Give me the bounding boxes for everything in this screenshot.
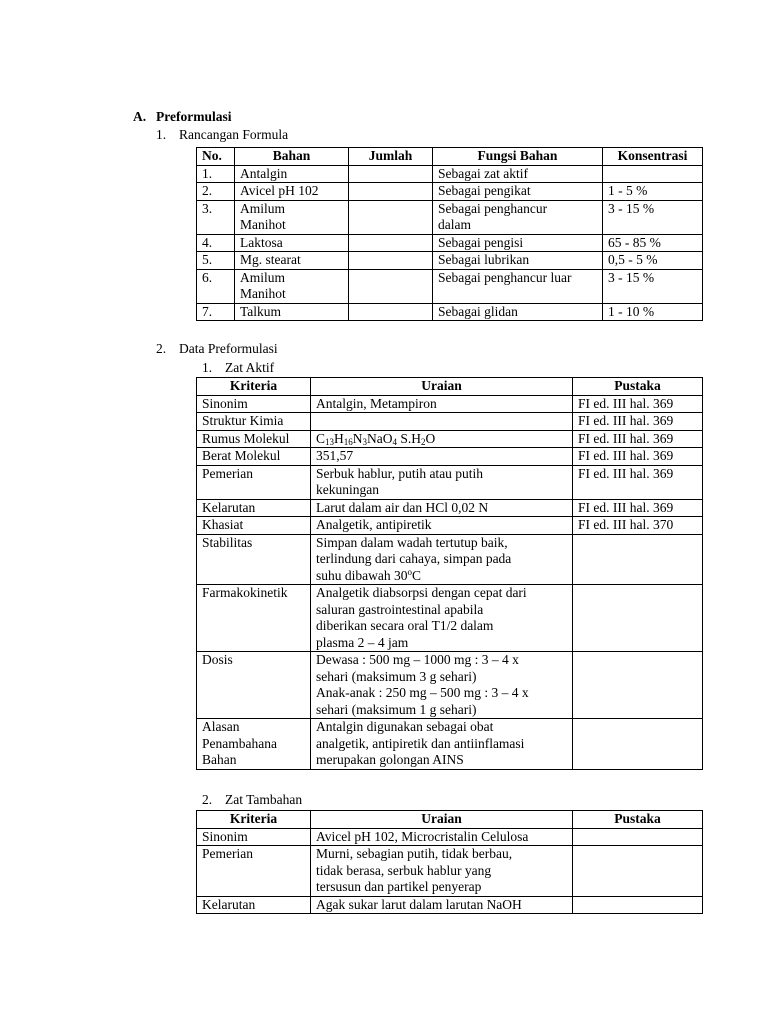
cell-konsentrasi: 3 - 15 %: [603, 269, 703, 303]
cell-fungsi: Sebagai zat aktif: [433, 165, 603, 183]
table-row: [197, 585, 703, 652]
cell-uraian: Avicel pH 102, Microcristalin Celulosa: [311, 828, 573, 846]
table-row: [197, 517, 703, 535]
item1-number: 1.: [156, 127, 167, 142]
cell-uraian: Analgetik, antipiretik: [311, 517, 573, 535]
cell-bahan: Amilum Manihot: [235, 200, 349, 234]
col-header-no: No.: [197, 148, 235, 166]
cell-uraian: Agak sukar larut dalam larutan NaOH: [311, 896, 573, 914]
cell-jumlah: [349, 165, 433, 183]
table-row: [197, 413, 703, 431]
cell-uraian: Murni, sebagian putih, tidak berbau, tidak berasa, serbuk hablur yang tersusun dan partikel penyerap: [311, 846, 573, 897]
cell-konsentrasi: 3 - 15 %: [603, 200, 703, 234]
cell-uraian: Antalgin digunakan sebagai obat analgetik, antipiretik dan antiinflamasi merupakan golongan AINS: [311, 719, 573, 770]
cell-fungsi: Sebagai penghancur dalam: [433, 200, 603, 234]
cell-uraian: [311, 413, 573, 431]
table-row: [197, 269, 703, 303]
cell-uraian: Serbuk hablur, putih atau putih kekuningan: [311, 465, 573, 499]
cell-pustaka: [573, 828, 703, 846]
cell-kriteria: Berat Molekul: [197, 448, 311, 466]
table-row: [197, 652, 703, 719]
cell-bahan: Mg. stearat: [235, 252, 349, 270]
table-row: [197, 719, 703, 770]
table-row: [197, 896, 703, 914]
col-header-pustaka: Pustaka: [573, 811, 703, 829]
cell-no: 3.: [197, 200, 235, 234]
table-row: [197, 534, 703, 585]
cell-no: 2.: [197, 183, 235, 201]
cell-pustaka: [573, 896, 703, 914]
sub2-title: Zat Tambahan: [225, 792, 303, 807]
col-header-fungsi: Fungsi Bahan: [433, 148, 603, 166]
cell-pustaka: [573, 534, 703, 585]
zat-tambahan-table: [196, 810, 703, 914]
cell-jumlah: [349, 303, 433, 321]
sub1-title: Zat Aktif: [225, 360, 275, 375]
col-header-uraian: Uraian: [311, 378, 573, 396]
cell-no: 7.: [197, 303, 235, 321]
cell-kriteria: Rumus Molekul: [197, 430, 311, 448]
cell-konsentrasi: [603, 165, 703, 183]
cell-fungsi: Sebagai glidan: [433, 303, 603, 321]
table-row: [197, 465, 703, 499]
table-row: [197, 499, 703, 517]
cell-kriteria: Sinonim: [197, 395, 311, 413]
cell-pustaka: FI ed. III hal. 369: [573, 465, 703, 499]
cell-bahan: Laktosa: [235, 234, 349, 252]
cell-uraian: Larut dalam air dan HCl 0,02 N: [311, 499, 573, 517]
table-row: [197, 395, 703, 413]
cell-jumlah: [349, 252, 433, 270]
item1-title: Rancangan Formula: [179, 127, 289, 142]
cell-kriteria: Kelarutan: [197, 499, 311, 517]
col-header-konsentrasi: Konsentrasi: [603, 148, 703, 166]
cell-jumlah: [349, 234, 433, 252]
cell-pustaka: [573, 652, 703, 719]
cell-pustaka: [573, 846, 703, 897]
table-row: [197, 183, 703, 201]
cell-uraian: $C_{13}H_{16}N_3NaO_4$ $S.H_2O$: [311, 430, 573, 448]
cell-bahan: Amilum Manihot: [235, 269, 349, 303]
cell-uraian: 351,57: [311, 448, 573, 466]
cell-kriteria: Struktur Kimia: [197, 413, 311, 431]
cell-pustaka: FI ed. III hal. 369: [573, 499, 703, 517]
cell-no: 4.: [197, 234, 235, 252]
cell-kriteria: Kelarutan: [197, 896, 311, 914]
table-row: [197, 448, 703, 466]
cell-kriteria: Farmakokinetik: [197, 585, 311, 652]
cell-kriteria: Pemerian: [197, 846, 311, 897]
cell-pustaka: [573, 585, 703, 652]
col-header-jumlah: Jumlah: [349, 148, 433, 166]
cell-pustaka: FI ed. III hal. 369: [573, 395, 703, 413]
table-row: [197, 303, 703, 321]
cell-pustaka: [573, 719, 703, 770]
section-2-title: Data Preformulasi: [179, 341, 278, 356]
cell-kriteria: Khasiat: [197, 517, 311, 535]
cell-kriteria: Alasan Penambahana Bahan: [197, 719, 311, 770]
cell-uraian: Dewasa : 500 mg – 1000 mg : 3 – 4 x sehari (maksimum 3 g sehari) Anak-anak : 250 mg – 500 mg : 3 – 4 x sehari (maksimum 1 g sehari): [311, 652, 573, 719]
cell-no: 1.: [197, 165, 235, 183]
cell-jumlah: [349, 200, 433, 234]
cell-jumlah: [349, 183, 433, 201]
cell-kriteria: Sinonim: [197, 828, 311, 846]
col-header-pustaka: Pustaka: [573, 378, 703, 396]
cell-konsentrasi: 65 - 85 %: [603, 234, 703, 252]
cell-bahan: Talkum: [235, 303, 349, 321]
cell-fungsi: Sebagai pengikat: [433, 183, 603, 201]
section-a-title: Preformulasi: [156, 109, 232, 124]
cell-uraian: Analgetik diabsorpsi dengan cepat dari saluran gastrointestinal apabila diberikan secara oral T1/2 dalam plasma 2 – 4 jam: [311, 585, 573, 652]
cell-jumlah: [349, 269, 433, 303]
cell-konsentrasi: 1 - 5 %: [603, 183, 703, 201]
sub1-number: 1.: [202, 360, 213, 375]
table-row: [197, 430, 703, 448]
col-header-kriteria: Kriteria: [197, 378, 311, 396]
cell-pustaka: FI ed. III hal. 369: [573, 430, 703, 448]
table-row: [197, 200, 703, 234]
cell-konsentrasi: 1 - 10 %: [603, 303, 703, 321]
cell-fungsi: Sebagai pengisi: [433, 234, 603, 252]
cell-bahan: Antalgin: [235, 165, 349, 183]
section-a-letter: A.: [133, 109, 147, 124]
table-row: [197, 252, 703, 270]
cell-kriteria: Pemerian: [197, 465, 311, 499]
cell-uraian: Antalgin, Metampiron: [311, 395, 573, 413]
cell-pustaka: FI ed. III hal. 369: [573, 448, 703, 466]
table-row: [197, 828, 703, 846]
zat-aktif-table: [196, 377, 703, 770]
col-header-kriteria: Kriteria: [197, 811, 311, 829]
table-row: [197, 234, 703, 252]
cell-fungsi: Sebagai penghancur luar: [433, 269, 603, 303]
col-header-bahan: Bahan: [235, 148, 349, 166]
cell-kriteria: Dosis: [197, 652, 311, 719]
col-header-uraian: Uraian: [311, 811, 573, 829]
cell-bahan: Avicel pH 102: [235, 183, 349, 201]
section-2-number: 2.: [156, 341, 167, 356]
cell-no: 6.: [197, 269, 235, 303]
table-row: [197, 165, 703, 183]
cell-no: 5.: [197, 252, 235, 270]
cell-konsentrasi: 0,5 - 5 %: [603, 252, 703, 270]
sub2-number: 2.: [202, 792, 213, 807]
cell-pustaka: FI ed. III hal. 370: [573, 517, 703, 535]
formula-table: [196, 147, 703, 321]
cell-uraian: Simpan dalam wadah tertutup baik, terlindung dari cahaya, simpan pada suhu dibawah 30$^o$C: [311, 534, 573, 585]
cell-pustaka: FI ed. III hal. 369: [573, 413, 703, 431]
cell-fungsi: Sebagai lubrikan: [433, 252, 603, 270]
table-row: [197, 846, 703, 897]
cell-kriteria: Stabilitas: [197, 534, 311, 585]
